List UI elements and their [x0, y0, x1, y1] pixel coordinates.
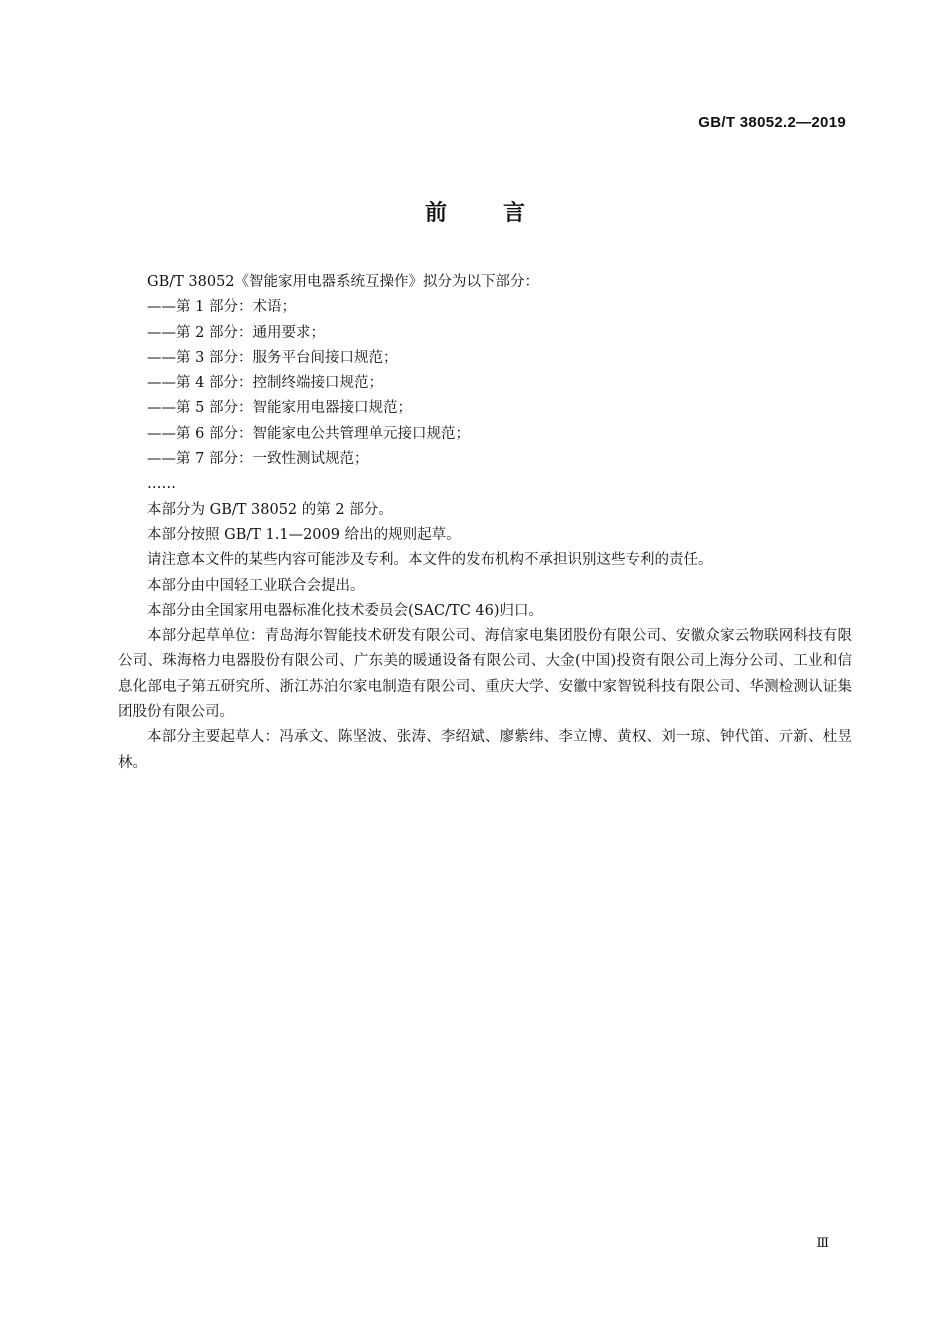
drafting-units-paragraph: 本部分起草单位：青岛海尔智能技术研发有限公司、海信家电集团股份有限公司、安徽众家云物联网科技有限公司、珠海格力电器股份有限公司、广东美的暖通设备有限公司、大金(中国)投资有限公司上海分公司、工业和信息化部电子第五研究所、浙江苏泊尔家电制造有限公司、重庆大学、安徽中家智锐科技有限公司、华测检测认证集团股份有限公司。: [118, 628, 852, 721]
part-item: ——第 6 部分：智能家电公共管理单元接口规范；: [147, 425, 470, 442]
statement: 本部分由中国轻工业联合会提出。: [147, 577, 365, 594]
statement: 本部分由全国家用电器标准化技术委员会(SAC/TC 46)归口。: [147, 602, 544, 619]
part-item: ——第 4 部分：控制终端接口规范；: [147, 375, 383, 392]
title-char-1: 前: [424, 201, 447, 226]
standard-number: GB/T 38052.2—2019: [698, 114, 846, 131]
title-char-2: 言: [503, 201, 526, 226]
part-item: ——第 2 部分：通用要求；: [147, 324, 325, 341]
page-number: Ⅲ: [816, 1236, 829, 1251]
drafters-paragraph: 本部分主要起草人：冯承文、陈坚波、张涛、李绍斌、廖紫纬、李立博、黄权、刘一琼、钟代笛、亓新、杜昱林。: [118, 729, 852, 771]
part-item: ——第 3 部分：服务平台间接口规范；: [147, 349, 398, 366]
part-item: ——第 5 部分：智能家用电器接口规范；: [147, 400, 412, 417]
ellipsis: ……: [147, 476, 176, 493]
foreword-body: [118, 270, 852, 776]
statement: 请注意本文件的某些内容可能涉及专利。本文件的发布机构不承担识别这些专利的责任。: [147, 552, 713, 569]
page-title: [0, 196, 950, 227]
part-item: ——第 1 部分：术语；: [147, 299, 296, 316]
statement: 本部分为 GB/T 38052 的第 2 部分。: [147, 501, 393, 518]
intro-line: GB/T 38052《智能家用电器系统互操作》拟分为以下部分：: [147, 274, 540, 290]
statement: 本部分按照 GB/T 1.1—2009 给出的规则起草。: [147, 526, 461, 543]
part-item: ——第 7 部分：一致性测试规范；: [147, 451, 369, 468]
